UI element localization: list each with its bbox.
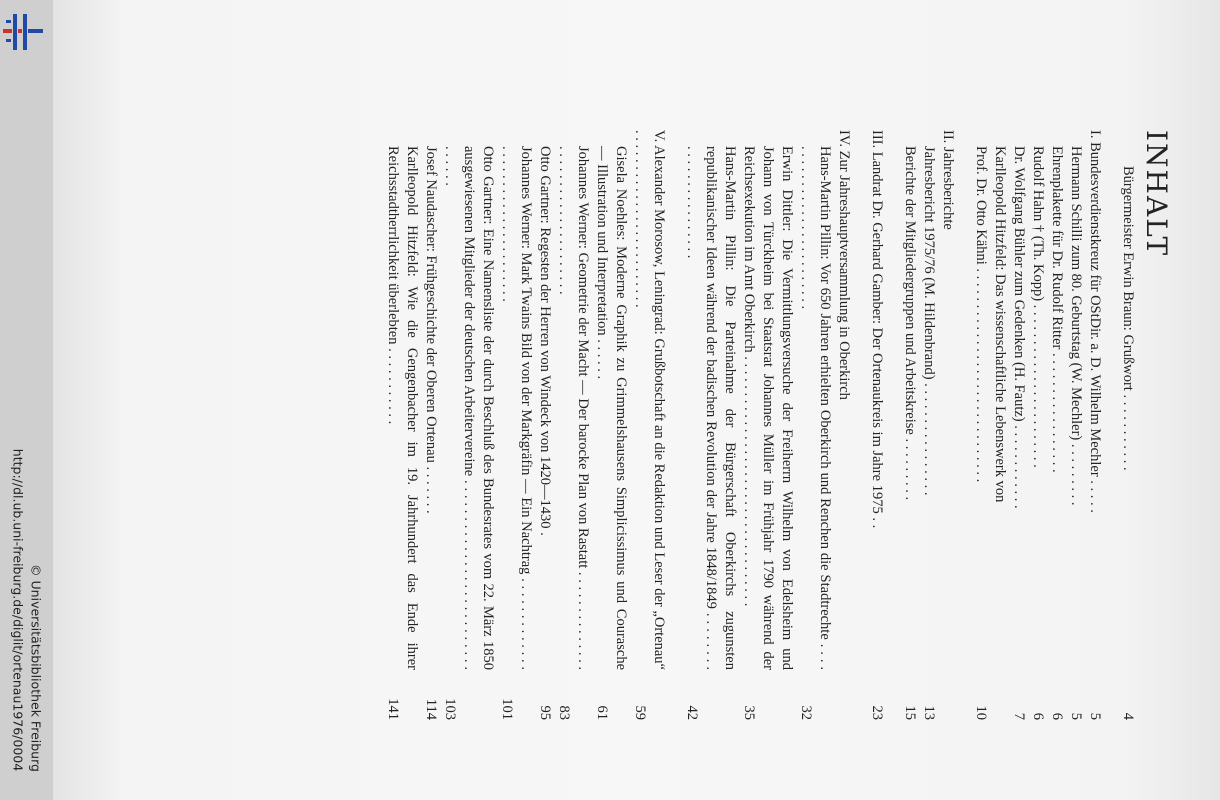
toc-entry — [535, 130, 554, 720]
toc-entry-label: Rudolf Hahn † (Th. Kopp) . . . . . . . . . . . . . . . . . . . . . . . — [1030, 146, 1046, 468]
toc-entry — [421, 130, 440, 720]
toc-entry — [554, 130, 592, 720]
toc-entry — [834, 130, 853, 720]
toc-entry-label: Erwin Dittler: Die Vermittlungsversuche der Freiherrn Wilhelm von Edelsheim und Johann von Türckheim bei Staatsrat Johannes Müller im Frühjahr 1790 während der Reichsexekution im Amt Oberkirch . . . . . . . . . . . . . . . . . . . . . . . . . . . . . . . . . . . — [741, 146, 795, 670]
toc-entry — [682, 130, 739, 720]
toc-entry — [592, 130, 630, 720]
toc-entry — [796, 130, 834, 720]
toc-entry-label: IV. Zur Jahreshauptversammlung in Oberkirch — [836, 130, 852, 400]
toc-entry-label: Hermann Schilli zum 80. Geburtstag (W. Mechler) . . . . . . . . . — [1068, 146, 1084, 506]
toc-entry — [867, 130, 886, 720]
toc-entry — [990, 130, 1009, 720]
toc-entry — [1066, 130, 1085, 720]
toc-entry-page: 114 — [423, 698, 439, 720]
toc-entry-label: Hans-Martin Pillin: Die Parteinahme der Bürgerschaft Oberkirchs zugunsten republikanischer Ideen während der badischen Revolution der Jahre 1848/1849 . . . . . . . . . . . . . . . . . . . . . . . . — [684, 146, 738, 670]
toc-entry — [497, 130, 535, 720]
toc-entry-page: 95 — [537, 705, 553, 720]
toc-entry — [971, 130, 990, 720]
toc-entry-page: 101 — [499, 698, 515, 720]
toc-entry-label: Karlleopold Hitzfeld: Das wissenschaftliche Lebenswerk von — [992, 146, 1008, 503]
toc-list — [383, 130, 1137, 720]
sidebar-credits — [0, 0, 53, 800]
toc-entry — [938, 130, 957, 720]
toc-entry — [1009, 130, 1028, 720]
toc-entry-label: Bürgermeister Erwin Braun: Grußwort . . . . . . . . . . . — [1120, 166, 1136, 471]
toc-entry-label: Ehrenplakette für Dr. Rudolf Ritter . . . . . . . . . . . . . . . . . — [1049, 146, 1065, 473]
toc-entry-page: 32 — [798, 705, 814, 720]
toc-entry-label: Otto Gartner: Eine Namensliste der durch Beschluß des Bundesrates vom 22. März 1850 ausgewiesenen Mitglieder der deutschen Arbeitervereine . . . . . . . . . . . . . . . . . . . . . . . . . . . . . . . . — [442, 146, 496, 670]
toc-entry-page: 59 — [632, 705, 648, 720]
toc-entry-page: 10 — [973, 705, 989, 720]
toc-entry-page: 4 — [1120, 712, 1136, 720]
page-title: INHALT — [1140, 130, 1173, 258]
toc-entry-page: 5 — [1068, 712, 1084, 720]
toc-entry-page: 141 — [385, 698, 401, 720]
toc-entry-label: Otto Gartner: Regesten der Herren von Windeck von 1420—1430 . — [537, 146, 553, 536]
scanned-page — [53, 0, 1220, 800]
toc-entry — [900, 130, 919, 720]
toc-entry — [1118, 130, 1137, 720]
toc-entry-label: Jahresbericht 1975/76 (M. Hildenbrand) . . . . . . . . . . . . . . . . — [921, 146, 937, 496]
toc-entry — [383, 130, 421, 720]
toc-entry — [440, 130, 497, 720]
toc-entry-label: Johannes Werner: Mark Twains Bild von der Markgräfin — Ein Nachtrag . . . . . . . . . . . . . . . . . . . . . . . . . . . . . . . . . . . — [499, 146, 534, 670]
source-url[interactable]: http://dl.ub.uni-freiburg.de/diglit/ortenau1976/0004 — [10, 448, 25, 772]
toc-entry — [630, 130, 668, 720]
toc-entry-label: Gisela Noehles: Moderne Graphik zu Grimmelshausens Simplicissimus und Courasche — Illustration und Interpretation . . . . . . — [594, 146, 629, 670]
toc-entry-page: 15 — [902, 705, 918, 720]
toc-entry-page: 7 — [1011, 712, 1027, 720]
toc-entry-page: 5 — [1087, 712, 1103, 720]
toc-entry-label: Johannes Werner: Geometrie der Macht — Der barocke Plan von Rastatt . . . . . . . . . . . . . . . . . . . . . . . . . . . . . . . . . . . — [556, 146, 591, 670]
toc-entry-label: Hans-Martin Pillin: Vor 650 Jahren erhielten Oberkirch und Renchen die Stadtrechte . . . . . . . . . . . . . . . . . . . . . . . . . . . — [798, 146, 833, 670]
toc-entry-label: Josef Naudascher: Frühgeschichte der Oberen Ortenau . . . . . . . — [423, 146, 439, 514]
toc-entry — [739, 130, 796, 720]
toc-entry-label: Berichte der Mitgliedergruppen und Arbeitskreise . . . . . . . . . — [902, 146, 918, 501]
toc-entry-label: II. Jahresberichte — [940, 130, 956, 230]
toc-entry-page: 13 — [921, 705, 937, 720]
toc-entry-label: Prof. Dr. Otto Kähni . . . . . . . . . . . . . . . . . . . . . . . . . . . . . . — [973, 146, 989, 483]
toc-entry — [1085, 130, 1104, 720]
toc-entry-page: 23 — [869, 705, 885, 720]
toc-entry-label: Dr. Wolfgang Bühler zum Gedenken (H. Fautz) . . . . . . . . . . . . — [1011, 146, 1027, 509]
toc-entry-page: 61 — [594, 705, 610, 720]
toc-entry-page: 103 — [442, 698, 458, 720]
toc-entry-page: 83 — [556, 705, 572, 720]
toc-entry-label: III. Landrat Dr. Gerhard Gamber: Der Ortenaukreis im Jahre 1975 . . — [869, 130, 885, 529]
toc-entry-label: Karlleopold Hitzfeld: Wie die Gengenbacher im 19. Jahrhundert das Ende ihrer Reichsstadtherrlichkeit überlebten . . . . . . . . . . . — [385, 146, 420, 670]
toc-entry — [919, 130, 938, 720]
copyright-notice: © Universitätsbibliothek Freiburg — [28, 564, 43, 772]
toc-entry-page: 42 — [684, 705, 700, 720]
toc-entry-page: 35 — [741, 705, 757, 720]
toc-entry — [1047, 130, 1066, 720]
toc-entry-label: I. Bundesverdienstkreuz für OStDir. a. D. Wilhelm Mechler . . . . . — [1087, 130, 1103, 513]
toc-entry — [1028, 130, 1047, 720]
viewer-sidebar — [0, 0, 53, 800]
toc-entry-label: V. Alexander Morosow, Leningrad: Grußbotschaft an die Redaktion und Leser der „Ortenau“ . . . . . . . . . . . . . . . . . . . . . . . . . — [632, 130, 667, 670]
toc-entry-page: 6 — [1030, 712, 1046, 720]
toc-page — [233, 130, 1173, 720]
toc-entry-page: 6 — [1049, 712, 1065, 720]
